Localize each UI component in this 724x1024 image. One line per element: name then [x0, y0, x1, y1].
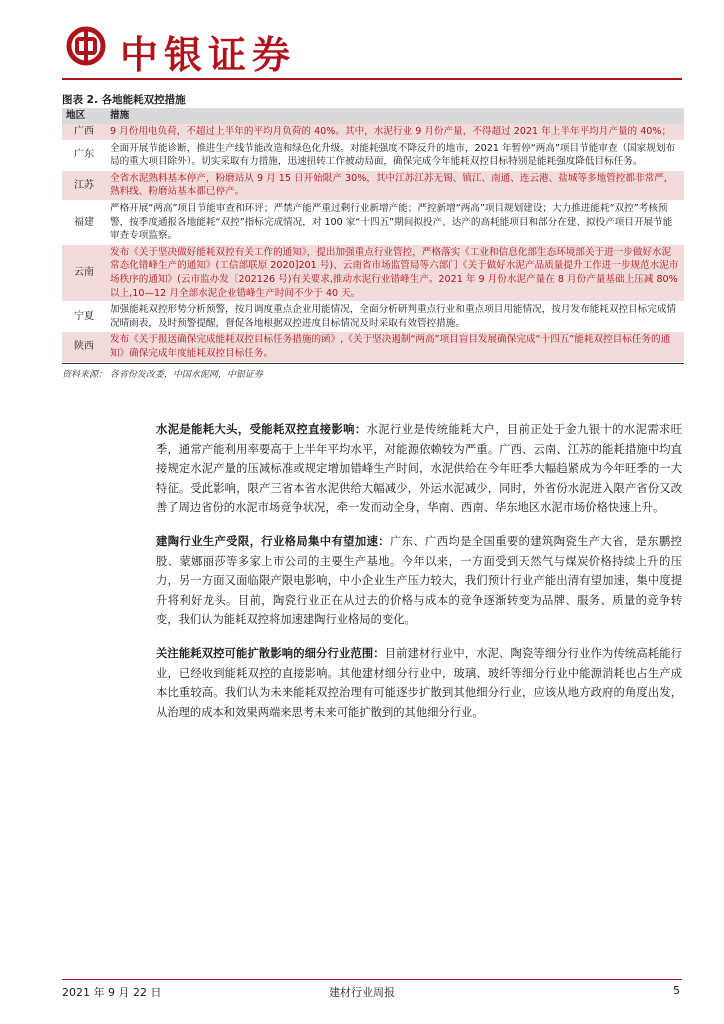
- paragraph-lead: 水泥是能耗大头，受能耗双控直接影响：: [156, 423, 367, 436]
- bank-of-china-logo-icon: [66, 26, 106, 66]
- table-title: 图表 2. 各地能耗双控措施: [62, 94, 186, 106]
- table-row: [62, 332, 684, 362]
- paragraph-text: 水泥行业是传统能耗大户，目前正处于金九银十的水泥需求旺季，通常产能利用率要高于上半年平均水平，对能源依赖较为严重。广西、云南、江苏的能耗措施中均直接规定水泥产量的压减标准或规定增加错峰生产时间，水泥供给在今年旺季大幅趋紧成为今年旺季的一大特征。受此影响，限产三省本省水泥供给大幅减少，外运水泥减少，同时，外省份水泥进入限产省份又改善了周边省份的水泥市场竞争状况，牵一发而动全身，华南、西南、华东地区水泥市场价格快速上升。: [156, 423, 682, 515]
- measure-cell: 严格开展“两高”项目节能审查和环评；严禁产能严重过剩行业新增产能；严控新增“两高”项目规划建设；大力推进能耗“双控”考核预警，按季度通报各地能耗“双控”指标完成情况，对 100 家“十四五”期间拟投产、达产的高耗能项目和部分在建、拟投产项目开展节能审查专项监察。: [110, 202, 673, 242]
- region-cell: 福建: [74, 216, 94, 228]
- region-cell: 云南: [74, 267, 94, 279]
- paragraph: [156, 532, 682, 630]
- region-cell: 陕西: [74, 341, 94, 353]
- paragraph-lead: 建陶行业生产受限，行业格局集中有望加速：: [156, 534, 390, 548]
- column-header-measure: 措施: [110, 110, 130, 122]
- paragraph: [156, 644, 682, 722]
- paragraph-lead: 关注能耗双控可能扩散影响的细分行业范围：: [156, 646, 385, 660]
- measures-table: [62, 108, 684, 363]
- region-cell: 广西: [74, 126, 94, 137]
- footer-date: 2021 年 9 月 22 日: [62, 986, 162, 999]
- table-bottom-rule: [62, 363, 684, 364]
- region-cell: 江苏: [74, 179, 94, 191]
- table-row: [62, 124, 684, 140]
- paragraph-text: 目前建材行业中，水泥、陶瓷等细分行业作为传统高耗能行业，已经收到能耗双控的直接影响。其他建材细分行业中，玻璃、玻纤等细分行业中能源消耗也占生产成本比重较高。我们认为未来能耗双控治理有可能逐步扩散到其他细分行业，应该从地方政府的角度出发，从治理的成本和效果两端来思考未来可能扩散到的其他细分行业。: [156, 646, 682, 719]
- region-cell: 宁夏: [74, 310, 94, 322]
- column-header-region: 地区: [66, 110, 86, 122]
- measure-cell: 加强能耗双控形势分析预警，按月调度重点企业用能情况，全面分析研判重点行业和重点项目用能情况，按月发布能耗双控目标完成情况晴雨表，及时预警提醒，督促各地根据双控进度目标情况及时采取有效管控措施。: [110, 304, 677, 329]
- table-row: [62, 200, 684, 244]
- measure-cell: 全省水泥熟料基本停产，粉磨站从 9 月 15 日开始限产 30%，其中江苏江苏无锡、镇江、南通、连云港、盐城等多地管控都非常严，熟料线、粉磨站基本都已停产。: [110, 172, 674, 198]
- region-cell: 广东: [74, 149, 94, 161]
- header-divider: [62, 78, 682, 80]
- table-row: [62, 170, 684, 200]
- measure-cell: 发布《关于报送确保完成能耗双控目标任务措施的函》,《关于坚决遏制“两高”项目盲目发展确保完成“十四五”能耗双控目标任务的通知》确保完成年度能耗双控目标任务。: [110, 334, 671, 359]
- paragraph-text: 广东、广西均是全国重要的建筑陶瓷生产大省，是东鹏控股、蒙娜丽莎等多家上市公司的主要生产基地。今年以来，一方面受到天然气与煤炭价格持续上升的压力，另一方面又面临限产限电影响，中小企业生产压力较大，我们预计行业产能出清有望加速，集中度提升将利好龙头。目前，陶瓷行业正在从过去的价格与成本的竞争逐渐转变为品牌、服务、质量的竞争转变，我们认为能耗双控将加速建陶行业格局的变化。: [156, 534, 682, 627]
- brand-name: 中银证券: [120, 33, 297, 77]
- measure-cell: 全面开展节能诊断，推进生产线节能改造和绿色化升级。对能耗强度不降反升的地市，2021 年暂停“两高”项目节能审查（国家规划布局的重大项目除外）。切实采取有力措施，迅速扭转工作被动局面，确保完成今年能耗双控目标特别是能耗强度降低目标任务。: [110, 142, 676, 168]
- body-text: [156, 420, 682, 736]
- table-row: [62, 140, 684, 170]
- page-header: [62, 22, 682, 92]
- measure-cell: 发布《关于坚决做好能耗双控有关工作的通知》，提出加强重点行业管控，严格落实《工业和信息化部生态环境部关于进一步做好水泥常态化错峰生产的通知》(工信部联原 2020]201 号)、云南省市场监管局等六部门《关于做好水泥产品质量提升工作进一步规范水泥市场秩序的通知》(云市监办发〔202126 号)有关要求,推动水泥行业错峰生产。2021 年 9 月份水泥产量在 8 月份产量基础上压减 80%以上,10—12 月全部水泥企业错峰生产时间不少于 40 天。: [110, 246, 679, 299]
- table-row: [62, 244, 684, 301]
- table-row: [62, 302, 684, 332]
- table-header-row: [62, 108, 684, 124]
- footer-divider: [62, 979, 682, 980]
- table-source-note: 资料来源： 各省份发改委，中国水泥网，中银证券: [62, 370, 263, 380]
- measure-cell: 9 月份用电负荷，不超过上半年的平均月负荷的 40%。其中，水泥行业 9 月份产量，不得超过 2021 年上半年平均月产量的 40%；: [110, 126, 672, 137]
- page-number: 5: [673, 984, 680, 997]
- paragraph: [156, 420, 682, 518]
- footer-report-title: 建材行业周报: [329, 986, 395, 999]
